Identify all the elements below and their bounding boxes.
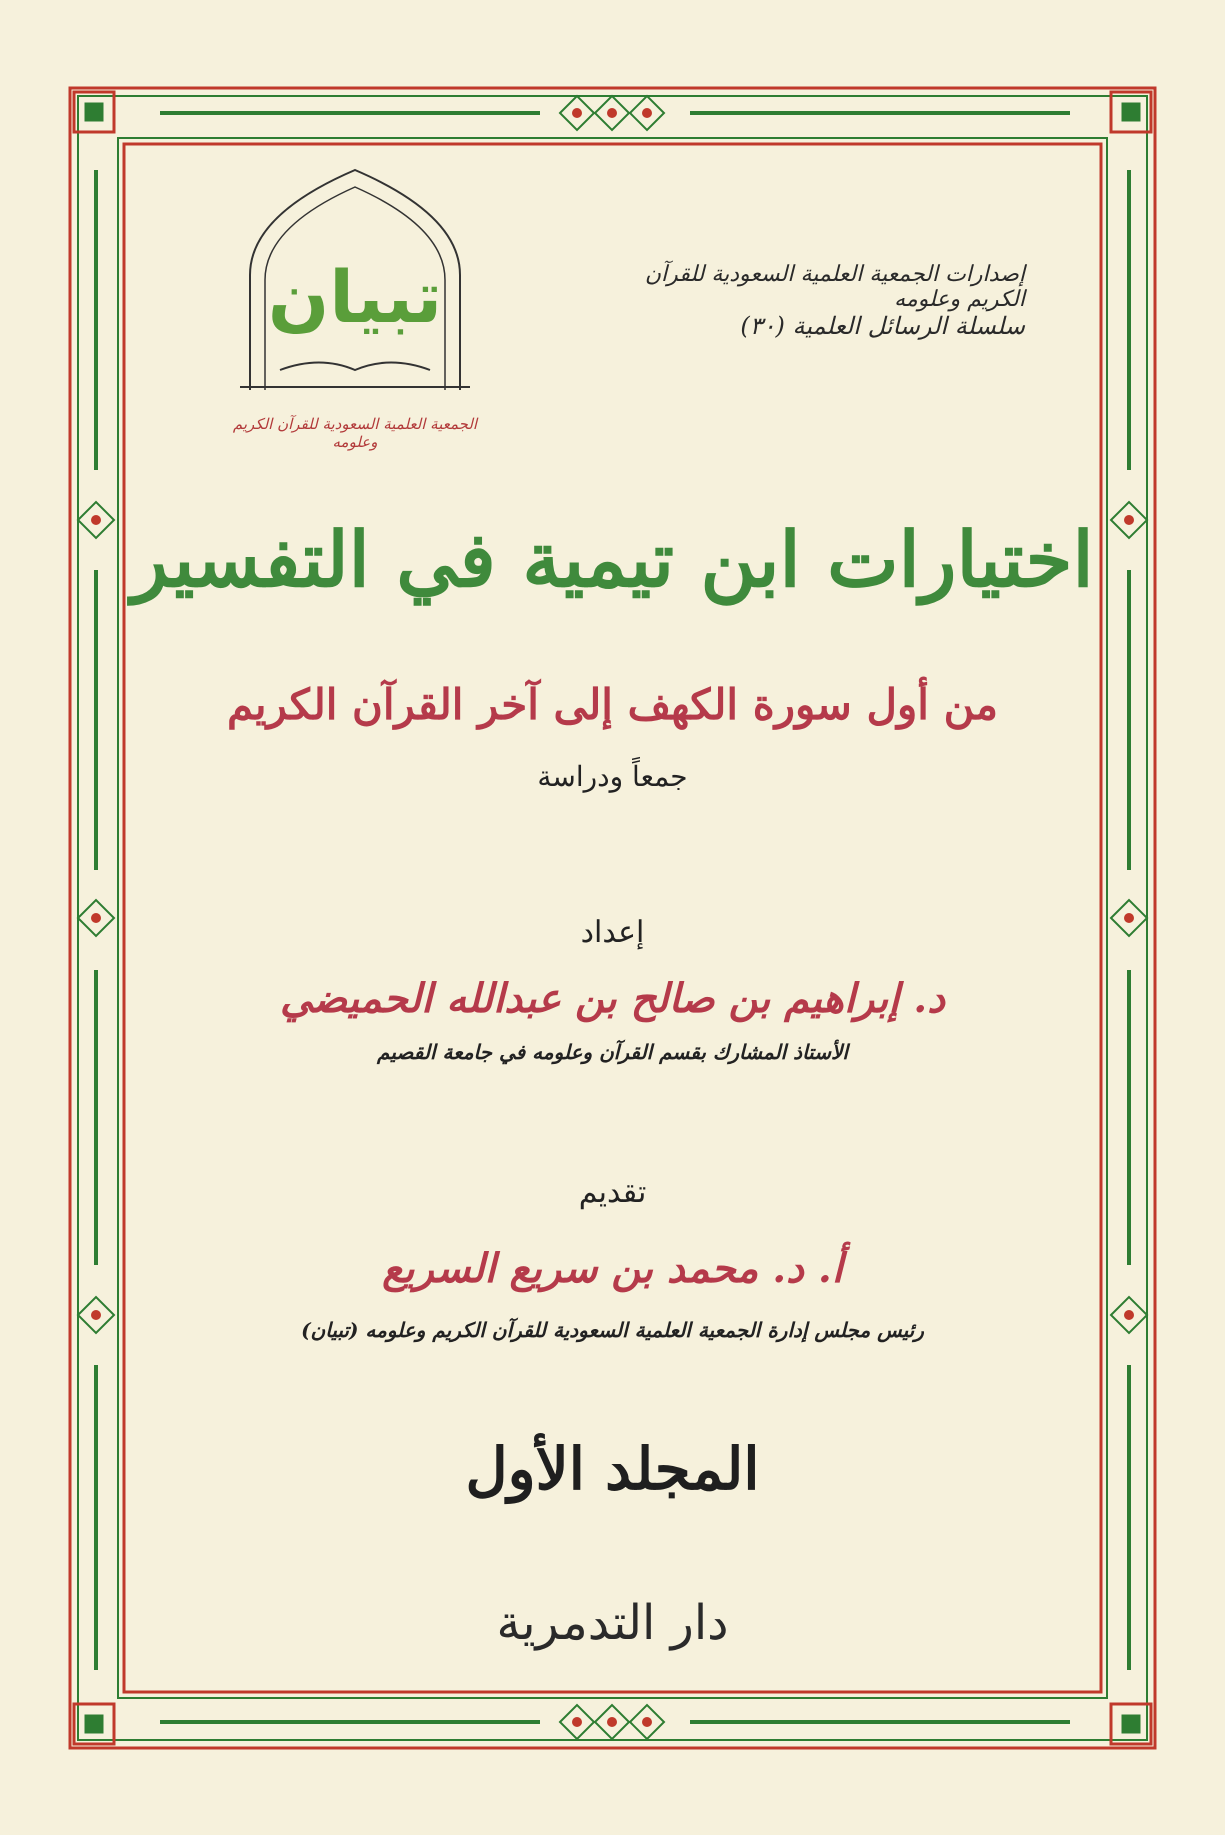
volume-label: المجلد الأول — [465, 1435, 760, 1503]
book-method: جمعاً ودراسة — [537, 760, 688, 793]
series-number-line: سلسلة الرسائل العلمية (٣٠) — [740, 312, 1025, 340]
presenter-label: تقديم — [578, 1175, 647, 1210]
author-name: د. إبراهيم بن صالح بن عبدالله الحميضي — [279, 975, 946, 1022]
author-position: الأستاذ المشارك بقسم القرآن وعلومه في جامعة القصيم — [377, 1040, 848, 1064]
series-publisher-line: إصدارات الجمعية العلمية السعودية للقرآن الكريم وعلومه — [644, 262, 1025, 312]
logo-wordmark: تبيان — [267, 255, 443, 339]
top-diamond-ornament — [560, 96, 664, 130]
publisher-name: دار التدمرية — [496, 1595, 729, 1651]
corner-ornament-bl — [74, 1704, 114, 1744]
presenter-name: أ. د. محمد بن سريع السريع — [382, 1245, 843, 1292]
corner-ornament-tl — [74, 92, 114, 132]
book-title: اختيارات ابن تيمية في التفسير — [131, 515, 1094, 604]
society-logo — [220, 155, 490, 455]
corner-ornament-tr — [1111, 92, 1151, 132]
book-subtitle: من أول سورة الكهف إلى آخر القرآن الكريم — [226, 680, 999, 729]
bottom-diamond-ornament — [560, 1705, 664, 1739]
corner-ornament-br — [1111, 1704, 1151, 1744]
author-label: إعداد — [580, 915, 645, 950]
logo-caption: الجمعية العلمية السعودية للقرآن الكريم وعلومه — [232, 415, 478, 451]
presenter-position: رئيس مجلس إدارة الجمعية العلمية السعودية للقرآن الكريم وعلومه (تبيان) — [301, 1318, 924, 1342]
